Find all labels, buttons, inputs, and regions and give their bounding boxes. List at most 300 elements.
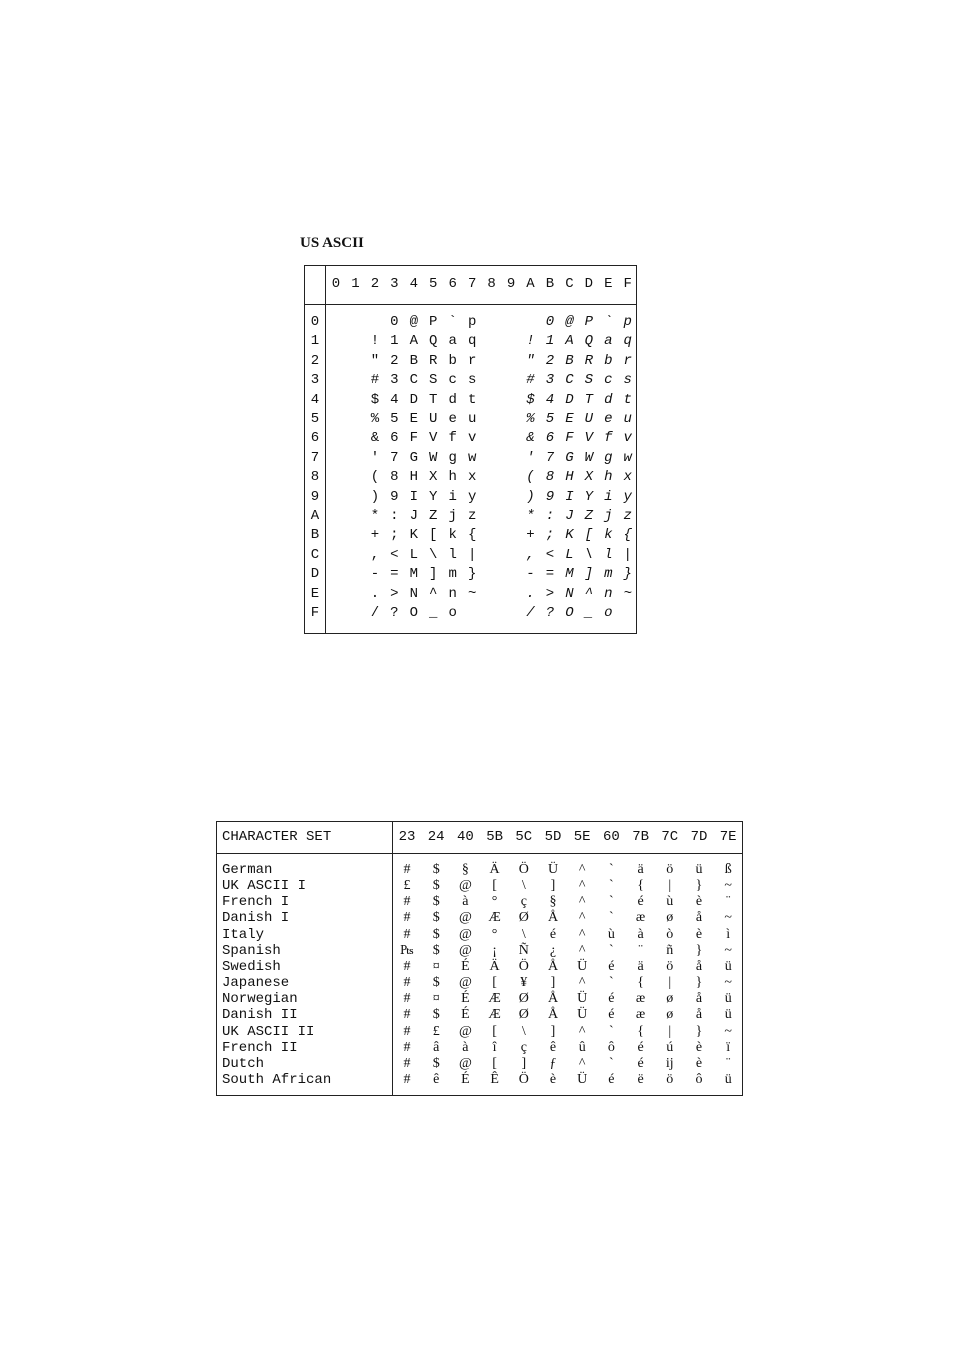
character-set-cell: } bbox=[695, 1023, 703, 1039]
character-set-name: Danish II bbox=[222, 1007, 298, 1024]
ascii-cell: n bbox=[604, 585, 613, 602]
character-set-name: Spanish bbox=[222, 942, 281, 959]
ascii-cell: A bbox=[565, 333, 574, 350]
ascii-cell: 2 bbox=[545, 352, 555, 369]
ascii-cell: ! bbox=[370, 333, 380, 350]
character-set-cell: ƒ bbox=[549, 1055, 557, 1071]
ascii-cell: a bbox=[604, 333, 613, 350]
character-set-cell: ï bbox=[726, 1039, 731, 1055]
character-set-name: French I bbox=[222, 894, 290, 911]
ascii-cell: : bbox=[545, 508, 555, 524]
ascii-cell: : bbox=[390, 508, 399, 524]
ascii-cell: # bbox=[526, 372, 535, 389]
ascii-table bbox=[304, 265, 637, 634]
ascii-cell: D bbox=[565, 391, 574, 408]
character-set-name: UK ASCII I bbox=[222, 878, 307, 895]
character-set-cell: } bbox=[695, 975, 703, 991]
ascii-cell: Z bbox=[584, 508, 594, 524]
ascii-cell: i bbox=[448, 488, 457, 505]
ascii-cell: b bbox=[604, 352, 613, 369]
character-set-cell: # bbox=[403, 975, 411, 991]
ascii-cell: $ bbox=[526, 391, 535, 408]
character-set-cell: É bbox=[461, 1071, 470, 1087]
ascii-cell: 4 bbox=[390, 391, 399, 408]
ascii-cell: Q bbox=[429, 333, 438, 350]
character-set-cell: ~ bbox=[724, 942, 732, 958]
ascii-cell: 9 bbox=[390, 488, 399, 505]
character-set-cell: @ bbox=[458, 910, 472, 926]
character-set-cell: # bbox=[403, 910, 411, 926]
ascii-cell: I bbox=[409, 488, 418, 505]
character-set-cell: Ü bbox=[547, 862, 559, 877]
ascii-cell: f bbox=[604, 430, 613, 447]
character-set-cell: § bbox=[549, 894, 557, 910]
character-set-cell: æ bbox=[635, 991, 646, 1007]
character-set-cell: ç bbox=[520, 894, 527, 910]
ascii-cell: M bbox=[565, 566, 574, 583]
ascii-cell: H bbox=[409, 469, 418, 486]
ascii-cell: h bbox=[604, 469, 613, 486]
ascii-cell: j bbox=[448, 508, 457, 524]
ascii-cell: | bbox=[467, 546, 477, 563]
ascii-cell: g bbox=[604, 449, 613, 466]
character-set-cell: è bbox=[549, 1071, 557, 1087]
ascii-table-divider-horizontal bbox=[305, 304, 636, 305]
ascii-cell: u bbox=[623, 411, 632, 427]
ascii-row-header: 5 bbox=[310, 411, 320, 427]
ascii-column-header: B bbox=[545, 276, 555, 292]
character-set-name: German bbox=[222, 862, 273, 878]
ascii-row-header: 6 bbox=[310, 430, 320, 447]
character-set-cell: } bbox=[695, 878, 703, 894]
character-set-cell: § bbox=[461, 862, 469, 877]
ascii-cell: J bbox=[409, 508, 418, 524]
ascii-cell: 0 bbox=[390, 314, 399, 330]
character-set-cell: é bbox=[608, 1007, 615, 1023]
ascii-cell: 0 bbox=[545, 314, 555, 330]
character-set-column-header: 24 bbox=[427, 829, 445, 845]
ascii-cell: R bbox=[584, 352, 594, 369]
character-set-cell: ö bbox=[666, 862, 674, 877]
ascii-cell: V bbox=[584, 430, 594, 447]
character-set-divider-horizontal bbox=[217, 853, 742, 854]
character-set-cell: ü bbox=[724, 1007, 732, 1023]
ascii-cell: v bbox=[623, 430, 632, 447]
character-set-cell: ä bbox=[637, 958, 644, 974]
character-set-cell: ñ bbox=[666, 942, 674, 958]
ascii-cell: ] bbox=[584, 566, 594, 583]
ascii-cell: 3 bbox=[390, 372, 399, 389]
character-set-cell: Æ bbox=[488, 991, 501, 1007]
ascii-cell: d bbox=[448, 391, 457, 408]
ascii-cell: - bbox=[526, 566, 535, 583]
ascii-cell: 3 bbox=[545, 372, 555, 389]
character-set-cell: ¨ bbox=[725, 894, 731, 910]
ascii-cell: @ bbox=[565, 314, 574, 330]
ascii-cell: ] bbox=[429, 566, 438, 583]
ascii-cell: m bbox=[604, 566, 613, 583]
character-set-cell: Ü bbox=[577, 1007, 588, 1023]
character-set-cell: Ü bbox=[577, 991, 588, 1007]
character-set-cell: ` bbox=[609, 942, 614, 958]
character-set-cell: Å bbox=[547, 991, 559, 1007]
ascii-cell: 1 bbox=[545, 333, 555, 350]
character-set-cell: É bbox=[461, 991, 470, 1007]
character-set-cell: ö bbox=[666, 958, 674, 974]
ascii-cell: Y bbox=[429, 488, 438, 505]
character-set-cell: ° bbox=[491, 894, 498, 910]
character-set-cell: Ø bbox=[518, 1007, 529, 1023]
ascii-cell: r bbox=[623, 352, 632, 369]
character-set-cell: é bbox=[637, 1039, 644, 1055]
ascii-cell: e bbox=[448, 411, 457, 427]
character-set-cell: ] bbox=[550, 975, 556, 991]
ascii-cell: v bbox=[467, 430, 477, 447]
ascii-cell: H bbox=[565, 469, 574, 486]
character-set-cell: Ö bbox=[518, 1071, 529, 1087]
character-set-cell: ° bbox=[491, 926, 498, 942]
ascii-cell: p bbox=[467, 314, 477, 330]
ascii-cell: P bbox=[584, 314, 594, 330]
ascii-cell: S bbox=[429, 372, 438, 389]
character-set-cell: à bbox=[462, 1039, 469, 1055]
character-set-cell: ` bbox=[609, 1055, 614, 1071]
character-set-cell: # bbox=[403, 926, 411, 942]
character-set-cell: Å bbox=[547, 1007, 559, 1023]
ascii-row-header: 8 bbox=[310, 469, 320, 486]
ascii-cell: y bbox=[467, 488, 477, 505]
ascii-cell: ` bbox=[448, 314, 457, 330]
ascii-cell: % bbox=[526, 411, 535, 427]
character-set-cell: Ü bbox=[577, 1071, 588, 1087]
character-set-cell: $ bbox=[432, 942, 440, 958]
character-set-cell: ø bbox=[666, 1007, 674, 1023]
ascii-cell: a bbox=[448, 333, 457, 350]
ascii-row-header: 3 bbox=[310, 372, 320, 389]
character-set-cell: $ bbox=[432, 1007, 440, 1023]
ascii-cell: G bbox=[565, 449, 574, 466]
ascii-cell: - bbox=[370, 566, 380, 583]
character-set-column-header: 7B bbox=[632, 829, 649, 845]
ascii-cell: c bbox=[604, 372, 613, 389]
ascii-cell: * bbox=[370, 508, 380, 524]
character-set-cell: ^ bbox=[578, 1055, 586, 1071]
ascii-cell: ' bbox=[370, 449, 380, 466]
character-set-cell: ß bbox=[724, 862, 732, 877]
ascii-cell: x bbox=[467, 469, 477, 486]
character-set-cell: ` bbox=[609, 894, 614, 910]
ascii-cell: t bbox=[467, 391, 477, 408]
character-set-cell: ¥ bbox=[520, 975, 528, 991]
ascii-cell: K bbox=[565, 527, 574, 544]
character-set-cell: $ bbox=[432, 1055, 440, 1071]
ascii-cell: Y bbox=[584, 488, 594, 505]
ascii-row-header: 7 bbox=[310, 449, 320, 466]
character-set-name: Dutch bbox=[222, 1055, 265, 1072]
ascii-cell: g bbox=[448, 449, 457, 466]
character-set-cell: # bbox=[403, 1055, 411, 1071]
ascii-cell: / bbox=[370, 605, 380, 621]
character-set-cell: ^ bbox=[578, 862, 586, 877]
character-set-cell: ù bbox=[666, 894, 674, 910]
ascii-cell: [ bbox=[429, 527, 438, 544]
ascii-cell: 5 bbox=[545, 411, 555, 427]
ascii-column-header: 5 bbox=[429, 276, 438, 292]
character-set-cell: $ bbox=[432, 975, 440, 991]
character-set-cell: # bbox=[403, 958, 411, 974]
character-set-cell: ~ bbox=[724, 1023, 732, 1039]
ascii-cell: * bbox=[526, 508, 535, 524]
ascii-cell: = bbox=[390, 566, 399, 583]
ascii-column-header: 0 bbox=[331, 276, 341, 292]
ascii-cell: F bbox=[409, 430, 418, 447]
character-set-cell: Ñ bbox=[518, 942, 529, 958]
ascii-cell: u bbox=[467, 411, 477, 427]
ascii-cell: " bbox=[370, 352, 380, 369]
character-set-cell: ] bbox=[550, 878, 556, 894]
ascii-cell: s bbox=[623, 372, 632, 389]
character-set-header-label: CHARACTER SET bbox=[222, 829, 332, 845]
ascii-cell: T bbox=[584, 391, 594, 408]
ascii-cell: & bbox=[370, 430, 380, 447]
character-set-cell: É bbox=[461, 1007, 470, 1023]
ascii-cell: & bbox=[526, 430, 535, 447]
ascii-cell: E bbox=[565, 411, 574, 427]
ascii-cell: E bbox=[409, 411, 418, 427]
ascii-cell: } bbox=[623, 566, 632, 583]
ascii-cell: j bbox=[604, 508, 613, 524]
ascii-cell: 6 bbox=[545, 430, 555, 447]
ascii-cell: K bbox=[409, 527, 418, 544]
character-set-cell: # bbox=[403, 1039, 411, 1055]
ascii-cell: x bbox=[623, 469, 632, 486]
character-set-cell: # bbox=[403, 1007, 411, 1023]
character-set-cell: Å bbox=[547, 958, 559, 974]
character-set-cell: ₧ bbox=[400, 942, 414, 958]
character-set-name: UK ASCII II bbox=[222, 1023, 315, 1040]
ascii-cell: c bbox=[448, 372, 457, 389]
ascii-table-title: US ASCII bbox=[300, 235, 364, 251]
ascii-column-header: A bbox=[526, 276, 535, 292]
character-set-cell: $ bbox=[432, 910, 440, 926]
character-set-cell: è bbox=[695, 1039, 703, 1055]
character-set-cell: é bbox=[608, 958, 615, 974]
character-set-cell: ¡ bbox=[492, 942, 497, 958]
character-set-cell: # bbox=[403, 1071, 411, 1087]
ascii-cell: \ bbox=[584, 546, 594, 563]
ascii-cell: X bbox=[584, 469, 594, 486]
character-set-cell: \ bbox=[521, 1023, 526, 1039]
ascii-cell: N bbox=[409, 585, 418, 602]
ascii-cell: C bbox=[565, 372, 574, 389]
ascii-cell: # bbox=[370, 372, 380, 389]
ascii-cell: [ bbox=[584, 527, 594, 544]
ascii-cell: k bbox=[604, 527, 613, 544]
ascii-cell: ; bbox=[390, 527, 399, 544]
character-set-cell: ` bbox=[609, 878, 614, 894]
character-set-cell: # bbox=[403, 991, 411, 1007]
character-set-cell: æ bbox=[635, 1007, 646, 1023]
character-set-name: French II bbox=[222, 1039, 298, 1056]
ascii-cell: < bbox=[545, 546, 555, 563]
ascii-cell: k bbox=[448, 527, 457, 544]
character-set-cell: É bbox=[461, 958, 470, 974]
ascii-row-header: E bbox=[310, 585, 320, 602]
character-set-cell: é bbox=[637, 894, 644, 910]
ascii-cell: A bbox=[409, 333, 418, 350]
character-set-cell: $ bbox=[432, 894, 440, 910]
character-set-cell: û bbox=[578, 1039, 586, 1055]
character-set-cell: ¿ bbox=[549, 942, 557, 958]
character-set-cell: ú bbox=[666, 1039, 674, 1055]
character-set-cell: ê bbox=[549, 1039, 557, 1055]
character-set-cell: ~ bbox=[724, 975, 732, 991]
ascii-cell: . bbox=[370, 585, 380, 602]
ascii-cell: } bbox=[467, 566, 477, 583]
ascii-cell: l bbox=[448, 546, 457, 563]
character-set-cell: Ê bbox=[490, 1071, 499, 1087]
character-set-cell: ø bbox=[666, 991, 674, 1007]
ascii-column-header: 6 bbox=[448, 276, 457, 292]
ascii-cell: Q bbox=[584, 333, 594, 350]
ascii-cell: O bbox=[409, 605, 418, 621]
character-set-name: Japanese bbox=[222, 975, 290, 992]
ascii-column-header: 3 bbox=[390, 276, 399, 292]
character-set-cell: # bbox=[403, 1023, 411, 1039]
character-set-cell: å bbox=[695, 910, 703, 926]
ascii-column-header: 8 bbox=[487, 276, 496, 292]
character-set-cell: à bbox=[462, 894, 469, 910]
character-set-column-header: 5C bbox=[515, 829, 533, 845]
character-set-cell: \ bbox=[521, 878, 526, 894]
ascii-row-header: A bbox=[310, 508, 320, 524]
character-set-cell: | bbox=[668, 1023, 672, 1039]
ascii-cell: o bbox=[604, 605, 613, 621]
ascii-cell: f bbox=[448, 430, 457, 447]
character-set-cell: Ä bbox=[489, 862, 500, 877]
character-set-cell: @ bbox=[458, 1055, 472, 1071]
ascii-cell: V bbox=[429, 430, 438, 447]
ascii-cell: C bbox=[409, 372, 418, 389]
character-set-cell: è bbox=[695, 926, 703, 942]
ascii-cell: q bbox=[467, 333, 477, 350]
ascii-cell: o bbox=[448, 605, 457, 621]
character-set-cell: Ö bbox=[518, 862, 529, 877]
character-set-cell: Æ bbox=[488, 1007, 501, 1023]
ascii-cell: 6 bbox=[390, 430, 399, 447]
ascii-cell: > bbox=[390, 585, 399, 602]
character-set-cell: è bbox=[695, 1055, 703, 1071]
character-set-cell: ù bbox=[607, 926, 615, 942]
ascii-cell: 5 bbox=[390, 411, 399, 427]
ascii-cell: 1 bbox=[390, 333, 399, 350]
character-set-cell: ] bbox=[521, 1055, 527, 1071]
ascii-row-header: 0 bbox=[310, 314, 320, 330]
ascii-cell: B bbox=[565, 352, 574, 369]
character-set-name: South African bbox=[222, 1071, 332, 1088]
ascii-cell: J bbox=[565, 508, 574, 524]
character-set-cell: ô bbox=[695, 1071, 703, 1087]
ascii-cell: | bbox=[623, 546, 632, 563]
character-set-cell: [ bbox=[492, 1055, 497, 1071]
ascii-cell: ` bbox=[604, 314, 613, 330]
ascii-table-divider-vertical bbox=[325, 266, 326, 633]
character-set-cell: ^ bbox=[578, 878, 586, 894]
character-set-cell: ü bbox=[724, 991, 732, 1007]
ascii-cell: $ bbox=[370, 391, 380, 408]
character-set-cell: # bbox=[403, 862, 411, 877]
ascii-cell: L bbox=[565, 546, 574, 563]
character-set-cell: @ bbox=[458, 942, 472, 958]
character-set-cell: $ bbox=[432, 926, 440, 942]
ascii-cell: 8 bbox=[545, 469, 555, 486]
character-set-cell: ì bbox=[726, 926, 731, 942]
ascii-cell: " bbox=[526, 352, 535, 369]
character-set-cell: ¨ bbox=[638, 942, 643, 958]
ascii-cell: T bbox=[429, 391, 438, 408]
character-set-cell: [ bbox=[492, 1023, 497, 1039]
ascii-cell: ^ bbox=[429, 585, 438, 602]
character-set-cell: | bbox=[668, 975, 672, 991]
character-set-cell: Ä bbox=[489, 958, 500, 974]
character-set-column-header: 7E bbox=[719, 829, 737, 845]
character-set-cell: â bbox=[433, 1039, 440, 1055]
character-set-column-header: 7C bbox=[661, 829, 679, 845]
ascii-cell: 7 bbox=[545, 449, 555, 466]
ascii-cell: @ bbox=[409, 314, 418, 330]
ascii-column-header: 1 bbox=[351, 276, 360, 292]
ascii-cell: I bbox=[565, 488, 574, 505]
ascii-cell: 9 bbox=[545, 488, 555, 505]
ascii-row-header: B bbox=[310, 527, 320, 544]
ascii-cell: W bbox=[429, 449, 438, 466]
character-set-cell: ^ bbox=[578, 1023, 586, 1039]
character-set-cell: Å bbox=[547, 910, 559, 926]
ascii-cell: W bbox=[584, 449, 594, 466]
ascii-row-header: 4 bbox=[310, 391, 320, 408]
character-set-cell: ~ bbox=[724, 910, 732, 926]
character-set-cell: Ü bbox=[577, 958, 588, 974]
character-set-cell: ^ bbox=[578, 910, 586, 926]
ascii-cell: ; bbox=[545, 527, 555, 544]
character-set-cell: è bbox=[695, 894, 703, 910]
ascii-cell: P bbox=[429, 314, 438, 330]
ascii-row-header: 1 bbox=[310, 333, 320, 350]
ascii-cell: p bbox=[623, 314, 632, 330]
ascii-cell: r bbox=[467, 352, 477, 369]
ascii-cell: q bbox=[623, 333, 632, 350]
ascii-column-header: E bbox=[604, 276, 613, 292]
ascii-cell: O bbox=[565, 605, 574, 621]
character-set-column-header: 5E bbox=[573, 829, 591, 845]
character-set-cell: ¤ bbox=[432, 991, 440, 1007]
ascii-cell: y bbox=[623, 488, 632, 505]
ascii-column-header: 9 bbox=[506, 276, 516, 292]
character-set-cell: ö bbox=[666, 1071, 674, 1087]
ascii-column-header: D bbox=[584, 276, 594, 292]
character-set-cell: Ö bbox=[518, 958, 529, 974]
ascii-cell: ^ bbox=[584, 585, 594, 602]
ascii-cell: = bbox=[545, 566, 555, 583]
character-set-column-header: 40 bbox=[456, 829, 474, 845]
ascii-cell: s bbox=[467, 372, 477, 389]
character-set-cell: ê bbox=[433, 1071, 440, 1087]
ascii-cell: ' bbox=[526, 449, 535, 466]
ascii-cell: R bbox=[429, 352, 438, 369]
ascii-cell: ? bbox=[390, 605, 399, 621]
character-set-cell: å bbox=[695, 1007, 703, 1023]
character-set-cell: @ bbox=[458, 1023, 472, 1039]
